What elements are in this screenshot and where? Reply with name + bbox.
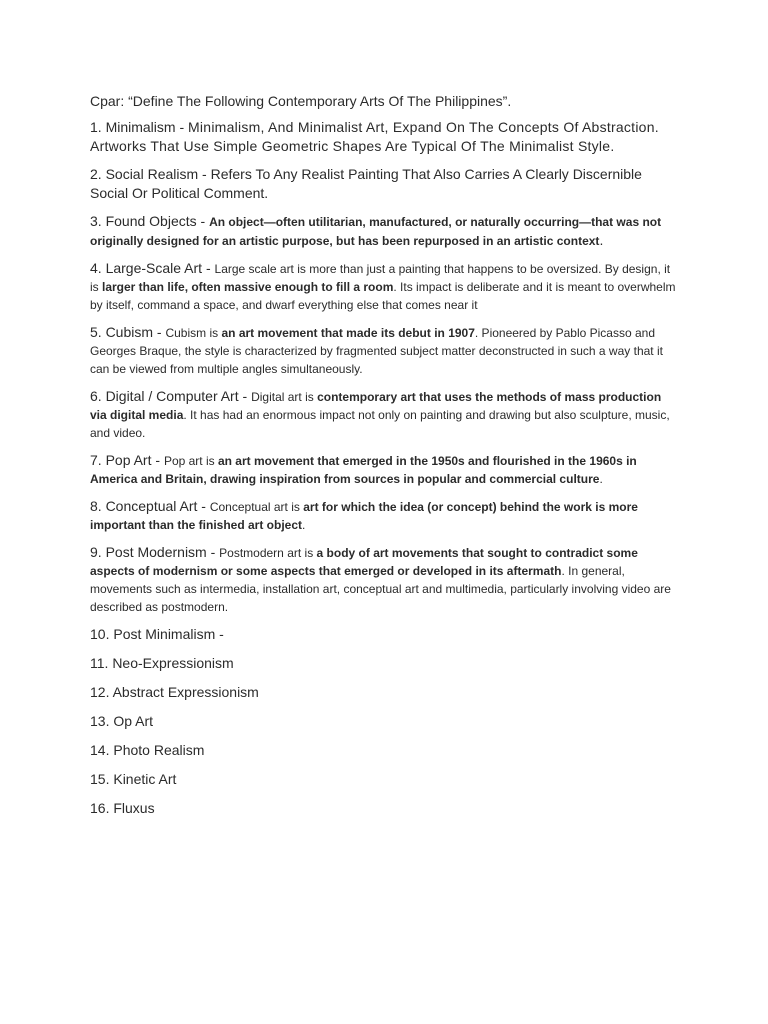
entry-definition-bold: contemporary art that uses the methods of mass production via digital media <box>90 390 662 422</box>
entry-definition-rest: . In general, movements such as intermedia, installation art, conceptual art and multimedia, particularly involving video are described as postmodern. <box>90 564 671 614</box>
list-item-found-objects <box>90 212 680 250</box>
entry-definition-rest: . Its impact is deliberate and it is meant to overwhelm by itself, command a space, and dwarf everything else that comes near it <box>90 280 676 312</box>
entry-term: 1. Minimalism - <box>90 119 189 135</box>
entry-end: . <box>610 138 615 154</box>
entry-end: . <box>599 232 604 248</box>
entry-definition: Cubism is <box>165 326 222 340</box>
entry-definition-rest: . <box>302 518 306 532</box>
list-item-fluxus: 16. Fluxus <box>90 800 155 816</box>
entry-term: 5. Cubism - <box>90 324 166 340</box>
entry-definition: Minimalism, And Minimalist Art, Expand On The Concepts Of Abstraction. Artworks That Use Simple Geometric Shapes Are Typical Of The Minimalist Style <box>90 119 659 154</box>
document-body <box>90 92 680 828</box>
entry-term: 6. Digital / Computer Art - <box>90 388 252 404</box>
entry-definition: Large scale art is more than just a painting that happens to be oversized. By design, it is <box>90 262 671 294</box>
list-item-abstract-expressionism: 12. Abstract Expressionism <box>90 684 259 700</box>
entry-definition: Digital art is <box>251 390 318 404</box>
list-item-post-modernism <box>90 543 680 616</box>
list-item-digital-computer-art <box>90 387 680 442</box>
list-item-conceptual-art <box>90 497 680 534</box>
list-item-neo-expressionism: 11. Neo-Expressionism <box>90 655 234 671</box>
list-item-kinetic-art: 15. Kinetic Art <box>90 771 177 787</box>
entry-term: 8. Conceptual Art - <box>90 498 210 514</box>
entry-definition-rest: . <box>599 472 603 486</box>
entry-definition: Conceptual art is <box>209 500 304 514</box>
entry-definition-bold: an art movement that made its debut in 1907 <box>221 326 475 340</box>
entry-definition-bold: a body of art movements that sought to contradict some aspects of modernism or some aspects that emerged or developed in its aftermath <box>90 546 638 578</box>
entry-term: 2. Social Realism - <box>90 166 211 182</box>
entry-definition-rest: . Pioneered by Pablo Picasso and Georges Braque, the style is characterized by fragmented subject matter deconstructed in such a way that it can be viewed from multiple angles simultaneously. <box>90 326 663 376</box>
page-title: Cpar: “Define The Following Contemporary Arts Of The Philippines”. <box>90 93 512 109</box>
list-item-post-minimalism: 10. Post Minimalism - <box>90 626 224 642</box>
entry-definition-bold: An object—often utilitarian, manufactured, or naturally occurring—that was not originally designed for an artistic purpose, but has been repurposed in an artistic context <box>90 215 662 248</box>
entry-term: 4. Large-Scale Art - <box>90 260 215 276</box>
entry-term: 3. Found Objects - <box>90 213 210 229</box>
entry-definition-bold: an art movement that emerged in the 1950s and flourished in the 1960s in America and Britain, drawing inspiration from sources in popular and commercial culture <box>90 454 637 486</box>
entry-definition-rest: . It has had an enormous impact not only on painting and drawing but also sculpture, music, and video. <box>90 408 670 440</box>
list-item-photo-realism: 14. Photo Realism <box>90 742 205 758</box>
list-item-minimalism <box>90 118 680 156</box>
entry-term: 9. Post Modernism - <box>90 544 220 560</box>
entry-definition: Postmodern art is <box>219 546 317 560</box>
entry-definition: Refers To Any Realist Painting That Also Carries A Clearly Discernible Social Or Political Comment. <box>90 166 642 201</box>
list-item-large-scale-art <box>90 259 680 314</box>
list-item-pop-art <box>90 451 680 488</box>
entry-definition-bold: art for which the idea (or concept) behind the work is more important than the finished art object <box>90 500 638 532</box>
list-item-social-realism <box>90 165 680 203</box>
entry-definition-bold: larger than life, often massive enough to fill a room <box>102 280 394 294</box>
list-item-cubism <box>90 323 680 378</box>
entry-term: 7. Pop Art - <box>90 452 164 468</box>
list-item-op-art: 13. Op Art <box>90 713 154 729</box>
entry-definition: Pop art is <box>163 454 218 468</box>
